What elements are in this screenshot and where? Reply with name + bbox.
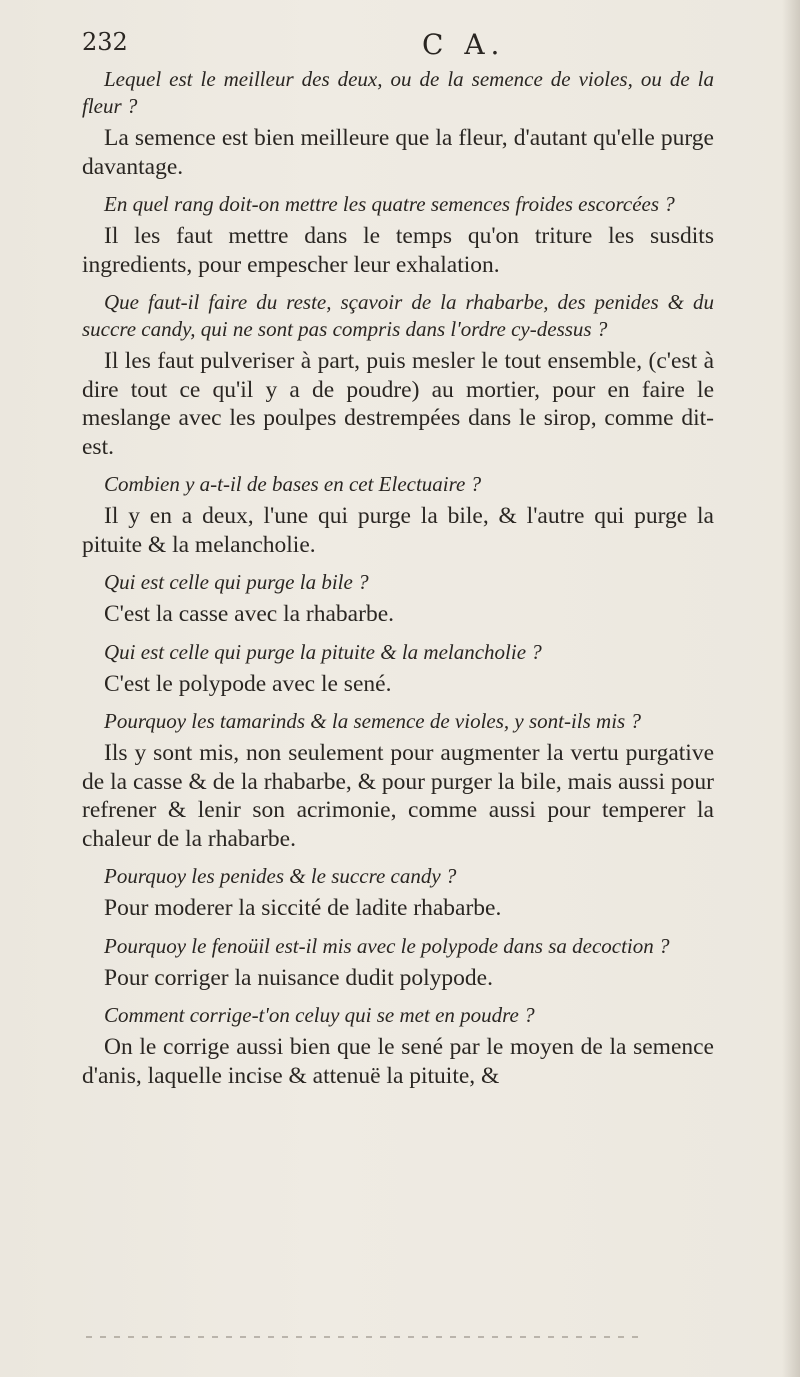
answer-1: La semence est bien meilleure que la fleur, d'autant qu'elle purge davantage. — [82, 125, 714, 180]
question-7: Pourquoy les tamarinds & la semence de violes, y sont-ils mis ? — [104, 709, 641, 733]
question-9: Pourquoy le fenoüil est-il mis avec le polypode dans sa decoction ? — [104, 933, 670, 958]
question-3: Que faut-il faire du reste, sçavoir de la rhabarbe, des penides & du succre candy, qui ne sont pas compris dans l'ordre cy-dessus ? — [82, 290, 714, 341]
answer-9: Pour corriger la nuisance dudit polypode. — [104, 964, 493, 991]
question-8: Pourquoy les penides & le succre candy ? — [104, 864, 457, 888]
running-head: C A. — [422, 28, 506, 61]
question-2: En quel rang doit-on mettre les quatre semences froides escorcées ? — [104, 192, 675, 216]
question-4: Combien y a-t-il de bases en cet Electuaire ? — [104, 472, 482, 496]
question-5: Qui est celle qui purge la bile ? — [104, 570, 369, 594]
answer-2: Il les faut mettre dans le temps qu'on triture les susdits ingredients, pour empescher leur exhalation. — [82, 223, 714, 278]
answer-7: Ils y sont mis, non seulement pour augmenter la vertu purgative de la casse & de la rhabarbe, & pour purger la bile, mais aussi pour refrener & lenir son acrimonie, comme aussi pour temperer la chaleur de la rhabarbe. — [82, 740, 714, 852]
page-number: 232 — [82, 28, 128, 56]
answer-8: Pour moderer la siccité de ladite rhabarbe. — [104, 895, 502, 921]
question-1: Lequel est le meilleur des deux, ou de la semence de violes, ou de la fleur ? — [82, 67, 714, 118]
answer-6: C'est le polypode avec le sené. — [104, 670, 392, 697]
page-edge-shadow — [782, 0, 800, 1377]
answer-5: C'est la casse avec la rhabarbe. — [104, 601, 394, 627]
page-header — [82, 28, 730, 62]
page-text — [82, 66, 714, 1100]
question-10: Comment corrige-t'on celuy qui se met en poudre ? — [104, 1003, 535, 1027]
next-line-fragment — [86, 1336, 646, 1338]
answer-10: On le corrige aussi bien que le sené par le moyen de la semence d'anis, laquelle incise & attenuë la pituite, & — [82, 1034, 714, 1089]
answer-4: Il y en a deux, l'une qui purge la bile, & l'autre qui purge la pituite & la melancholie. — [82, 503, 714, 558]
answer-3: Il les faut pulveriser à part, puis mesler le tout ensemble, (c'est à dire tout ce qu'il y a de poudre) au mortier, pour en faire le meslange avec les poulpes destrempées dans le sirop, comme dit-est. — [82, 348, 714, 460]
question-6: Qui est celle qui purge la pituite & la melancholie ? — [104, 639, 542, 664]
